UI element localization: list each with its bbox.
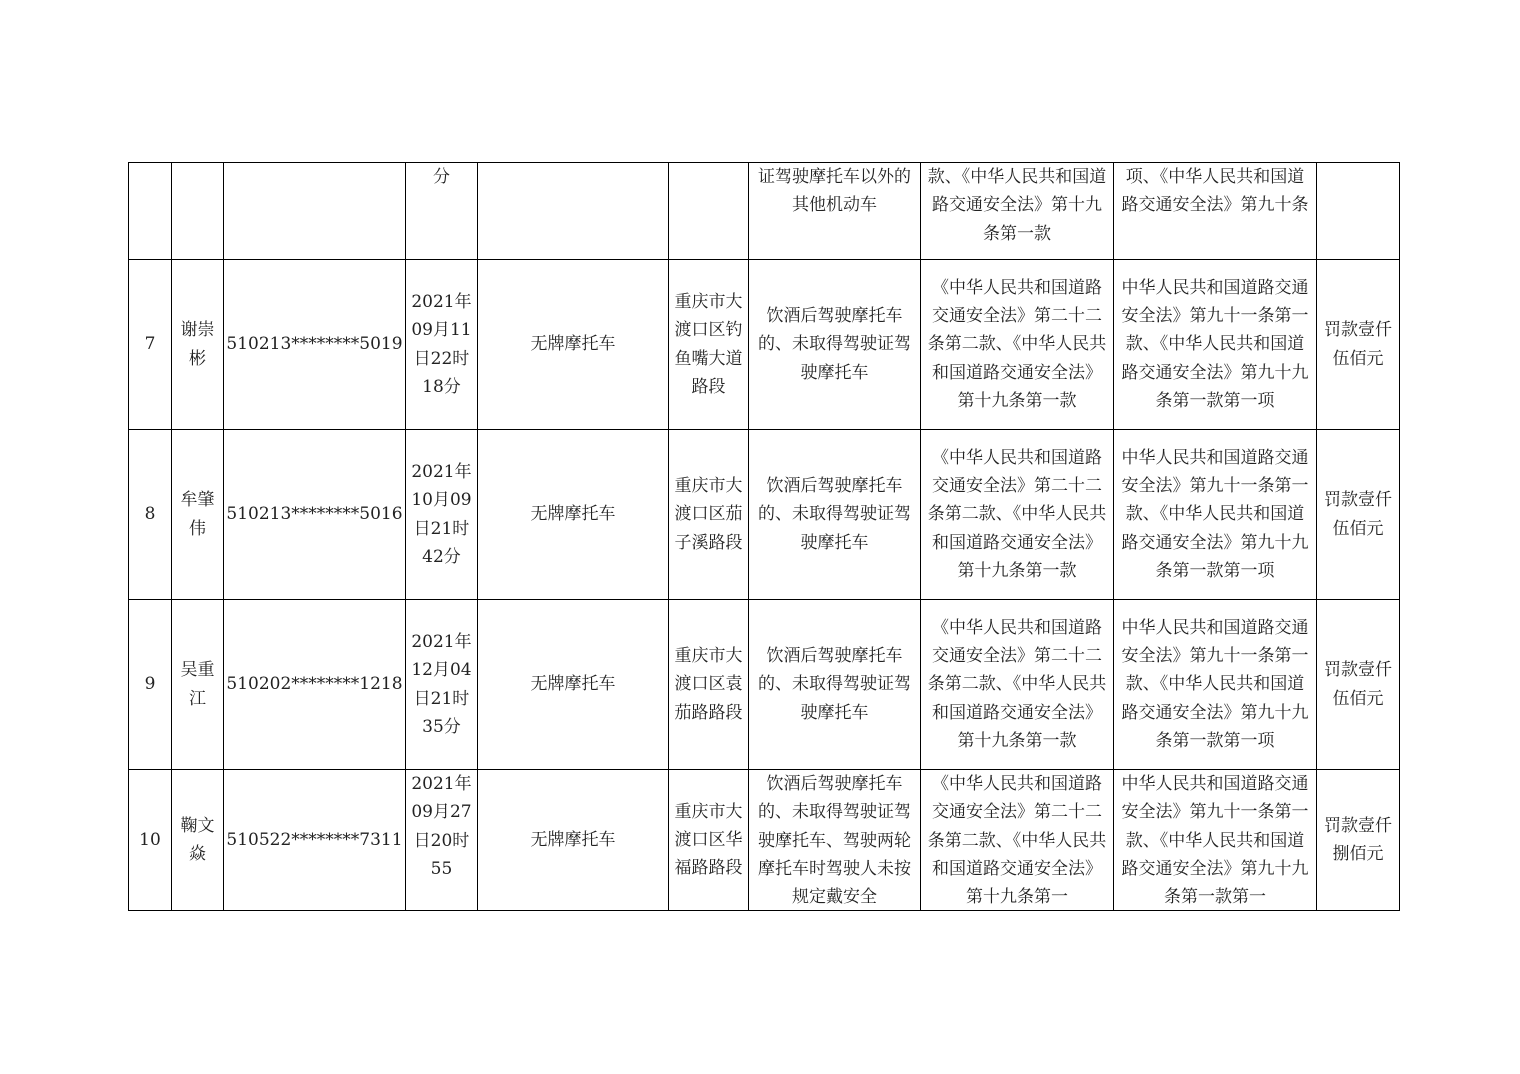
time-cell: 2021年10月09日21时42分	[406, 430, 478, 600]
name-cell	[172, 163, 224, 260]
legal-basis-cell: 《中华人民共和国道路交通安全法》第二十二条第二款、《中华人民共和国道路交通安全法》第十九条第一款	[921, 600, 1114, 770]
id-cell: 510522********7311	[224, 770, 406, 911]
penalty-basis-cell: 中华人民共和国道路交通安全法》第九十一条第一款、《中华人民共和国道路交通安全法》第九十九条第一款第一项	[1114, 600, 1317, 770]
legal-basis-cell: 款、《中华人民共和国道路交通安全法》第十九条第一款	[921, 163, 1114, 260]
penalty-basis-cell: 中华人民共和国道路交通安全法》第九十一条第一款、《中华人民共和国道路交通安全法》第九十九条第一款第一项	[1114, 260, 1317, 430]
id-cell	[224, 163, 406, 260]
time-cell: 分	[406, 163, 478, 260]
seq-cell: 9	[129, 600, 172, 770]
location-cell	[669, 163, 749, 260]
location-cell: 重庆市大渡口区钓鱼嘴大道路段	[669, 260, 749, 430]
vehicle-cell: 无牌摩托车	[478, 260, 669, 430]
violation-cell: 饮酒后驾驶摩托车的、未取得驾驶证驾驶摩托车	[749, 430, 921, 600]
id-cell: 510202********1218	[224, 600, 406, 770]
vehicle-cell: 无牌摩托车	[478, 600, 669, 770]
vehicle-cell	[478, 163, 669, 260]
table-row	[129, 163, 1400, 260]
penalty-basis-cell: 中华人民共和国道路交通安全法》第九十一条第一款、《中华人民共和国道路交通安全法》第九十九条第一款第一	[1114, 770, 1317, 911]
id-cell: 510213********5016	[224, 430, 406, 600]
time-cell: 2021年09月27日20时55	[406, 770, 478, 911]
penalty-cell: 罚款壹仟伍佰元	[1317, 260, 1400, 430]
table-row	[129, 600, 1400, 770]
penalty-cell	[1317, 163, 1400, 260]
name-cell: 鞠文焱	[172, 770, 224, 911]
vehicle-cell: 无牌摩托车	[478, 430, 669, 600]
violation-cell: 饮酒后驾驶摩托车的、未取得驾驶证驾驶摩托车	[749, 600, 921, 770]
name-cell: 吴重江	[172, 600, 224, 770]
penalty-cell: 罚款壹仟伍佰元	[1317, 430, 1400, 600]
name-cell: 谢崇彬	[172, 260, 224, 430]
vehicle-cell: 无牌摩托车	[478, 770, 669, 911]
violation-cell: 饮酒后驾驶摩托车的、未取得驾驶证驾驶摩托车	[749, 260, 921, 430]
time-cell: 2021年09月11日22时18分	[406, 260, 478, 430]
time-cell: 2021年12月04日21时35分	[406, 600, 478, 770]
violation-cell: 证驾驶摩托车以外的其他机动车	[749, 163, 921, 260]
id-cell: 510213********5019	[224, 260, 406, 430]
seq-cell	[129, 163, 172, 260]
seq-cell: 8	[129, 430, 172, 600]
violation-cell: 饮酒后驾驶摩托车的、未取得驾驶证驾驶摩托车、驾驶两轮摩托车时驾驶人未按规定戴安全	[749, 770, 921, 911]
legal-basis-cell: 《中华人民共和国道路交通安全法》第二十二条第二款、《中华人民共和国道路交通安全法》第十九条第一款	[921, 430, 1114, 600]
penalty-cell: 罚款壹仟捌佰元	[1317, 770, 1400, 911]
legal-basis-cell: 《中华人民共和国道路交通安全法》第二十二条第二款、《中华人民共和国道路交通安全法》第十九条第一	[921, 770, 1114, 911]
legal-basis-cell: 《中华人民共和国道路交通安全法》第二十二条第二款、《中华人民共和国道路交通安全法》第十九条第一款	[921, 260, 1114, 430]
penalty-record-table	[128, 162, 1400, 911]
penalty-basis-cell: 中华人民共和国道路交通安全法》第九十一条第一款、《中华人民共和国道路交通安全法》第九十九条第一款第一项	[1114, 430, 1317, 600]
seq-cell: 7	[129, 260, 172, 430]
location-cell: 重庆市大渡口区华福路路段	[669, 770, 749, 911]
location-cell: 重庆市大渡口区袁茄路路段	[669, 600, 749, 770]
table-row	[129, 260, 1400, 430]
penalty-cell: 罚款壹仟伍佰元	[1317, 600, 1400, 770]
penalty-basis-cell: 项、《中华人民共和国道路交通安全法》第九十条	[1114, 163, 1317, 260]
table-row	[129, 770, 1400, 911]
name-cell: 牟肇伟	[172, 430, 224, 600]
table-row	[129, 430, 1400, 600]
seq-cell: 10	[129, 770, 172, 911]
location-cell: 重庆市大渡口区茄子溪路段	[669, 430, 749, 600]
